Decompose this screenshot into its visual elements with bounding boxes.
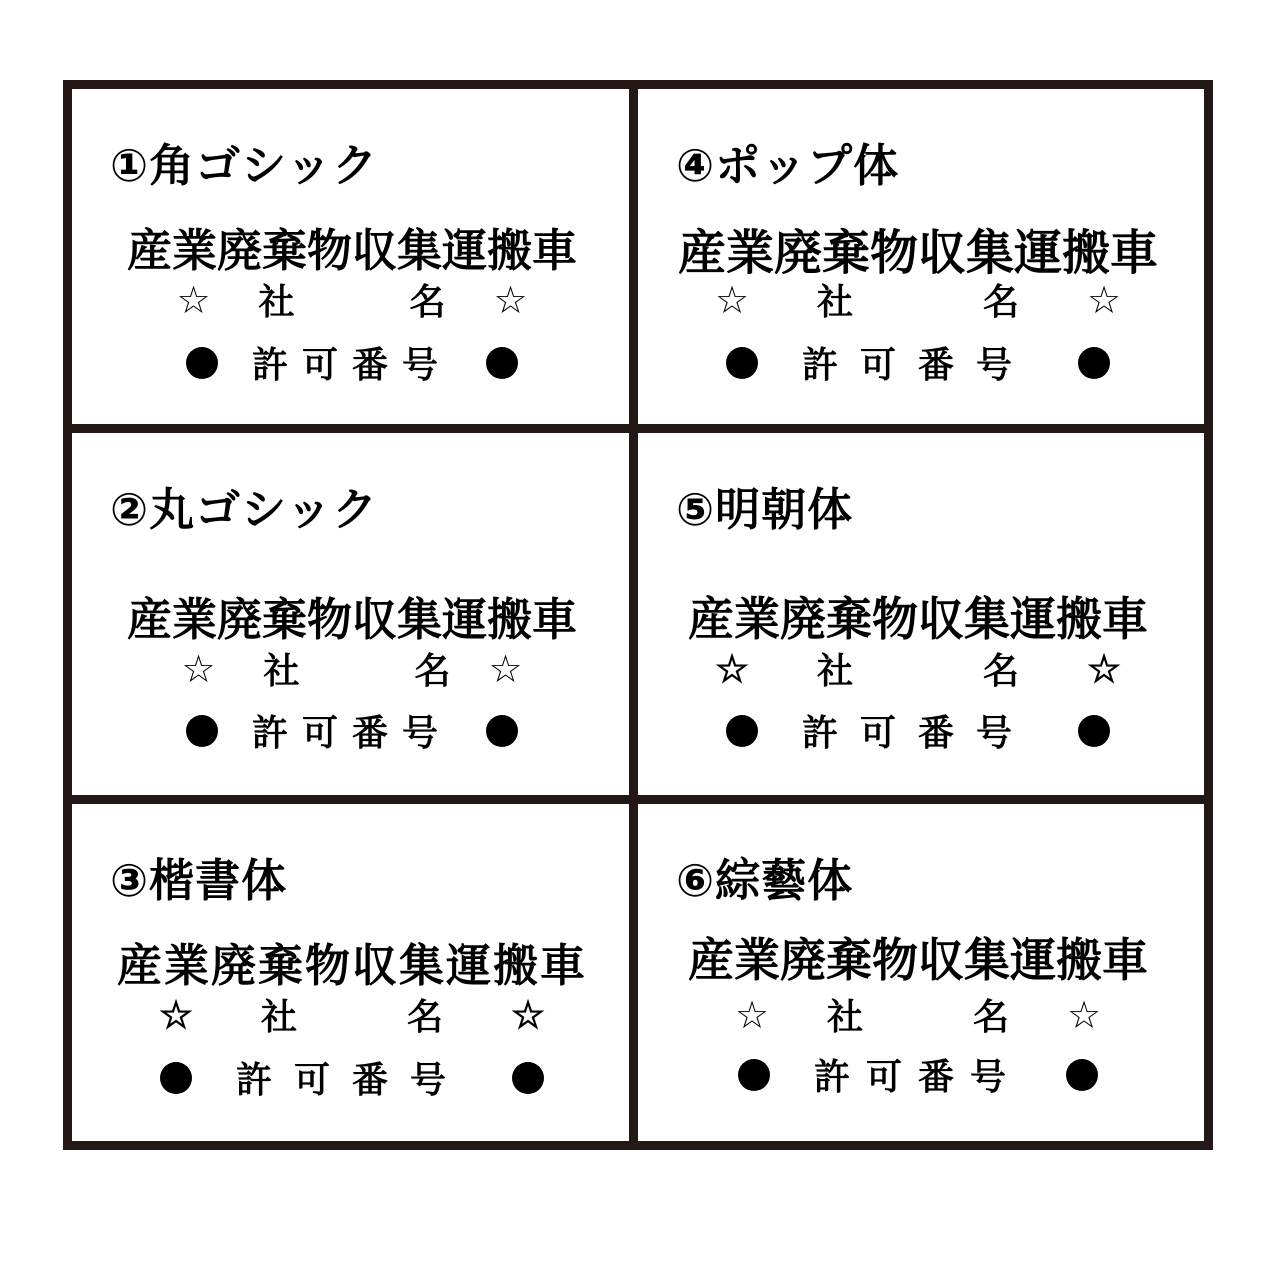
star-right-icon: ☆ — [1086, 277, 1122, 322]
company-row — [72, 989, 632, 1040]
company-char-1: 社 — [816, 650, 853, 692]
vehicle-label: 産業廃棄物収集運搬車 — [126, 593, 577, 646]
panel-pop — [638, 89, 1198, 424]
panel-title: ②丸ゴシック — [110, 483, 379, 536]
star-right-icon: ☆ — [1086, 646, 1122, 691]
company-char-1: 社 — [816, 282, 853, 323]
dot-left-icon — [726, 715, 758, 747]
license-row — [72, 705, 632, 756]
company-char-2: 名 — [409, 282, 446, 323]
license-row — [72, 1052, 632, 1103]
vehicle-label: 産業廃棄物収集運搬車 — [688, 933, 1148, 987]
license-label: 許可番号 — [235, 1059, 468, 1101]
company-char-2: 名 — [983, 282, 1020, 323]
star-left-icon: ☆ — [158, 992, 194, 1037]
company-char-1: 社 — [258, 282, 295, 323]
company-char-2: 名 — [983, 650, 1020, 692]
company-char-2: 名 — [414, 651, 451, 692]
dot-right-icon — [1066, 1059, 1098, 1091]
company-row — [72, 643, 632, 694]
star-right-icon: ☆ — [488, 646, 523, 691]
dot-left-icon — [186, 715, 218, 747]
panel-title: ⑥綜藝体 — [676, 854, 854, 907]
panel-title: ③楷書体 — [110, 854, 288, 907]
horizontal-divider-bottom — [63, 795, 1213, 804]
company-row — [72, 274, 632, 325]
star-right-icon: ☆ — [510, 992, 546, 1037]
license-label: 許可番号 — [251, 713, 452, 754]
panel-maru-gothic — [72, 433, 632, 795]
panel-title: ①角ゴシック — [110, 139, 379, 192]
star-left-icon: ☆ — [181, 646, 216, 691]
dot-right-icon — [486, 715, 518, 747]
dot-right-icon — [1078, 715, 1110, 747]
panel-kaku-gothic — [72, 89, 632, 424]
dot-left-icon — [160, 1062, 192, 1094]
license-label: 許可番号 — [801, 712, 1034, 754]
dot-right-icon — [486, 347, 518, 379]
vehicle-label: 産業廃棄物収集運搬車 — [116, 939, 587, 992]
license-label: 許可番号 — [813, 1057, 1022, 1098]
company-char-1: 社 — [263, 651, 300, 692]
star-left-icon: ☆ — [176, 277, 211, 322]
license-row — [72, 337, 632, 388]
license-row — [638, 705, 1198, 756]
vehicle-label: 産業廃棄物収集運搬車 — [126, 224, 577, 277]
dot-left-icon — [726, 347, 758, 379]
company-row — [638, 989, 1198, 1040]
dot-left-icon — [186, 347, 218, 379]
panel-title: ⑤明朝体 — [676, 483, 854, 536]
vehicle-label: 産業廃棄物収集運搬車 — [677, 225, 1158, 281]
dot-right-icon — [1078, 347, 1110, 379]
company-char-2: 名 — [973, 997, 1010, 1038]
company-row — [638, 643, 1198, 694]
star-left-icon: ☆ — [734, 992, 770, 1037]
star-right-icon: ☆ — [493, 277, 528, 322]
license-row — [638, 1049, 1198, 1100]
star-right-icon: ☆ — [1066, 992, 1102, 1037]
panel-mincho — [638, 433, 1198, 795]
panel-title: ④ポップ体 — [676, 139, 900, 192]
company-row — [638, 274, 1198, 325]
license-label: 許可番号 — [251, 345, 452, 386]
company-char-1: 社 — [826, 997, 863, 1038]
dot-right-icon — [512, 1062, 544, 1094]
dot-left-icon — [738, 1059, 770, 1091]
license-row — [638, 337, 1198, 388]
panel-kaisho — [72, 804, 632, 1141]
horizontal-divider-top — [63, 424, 1213, 433]
star-left-icon: ☆ — [714, 277, 750, 322]
panel-sogei — [638, 804, 1198, 1141]
company-char-2: 名 — [407, 996, 444, 1038]
license-label: 許可番号 — [801, 345, 1034, 386]
star-left-icon: ☆ — [714, 646, 750, 691]
company-char-1: 社 — [260, 996, 297, 1038]
vehicle-label: 産業廃棄物収集運搬車 — [688, 592, 1148, 646]
